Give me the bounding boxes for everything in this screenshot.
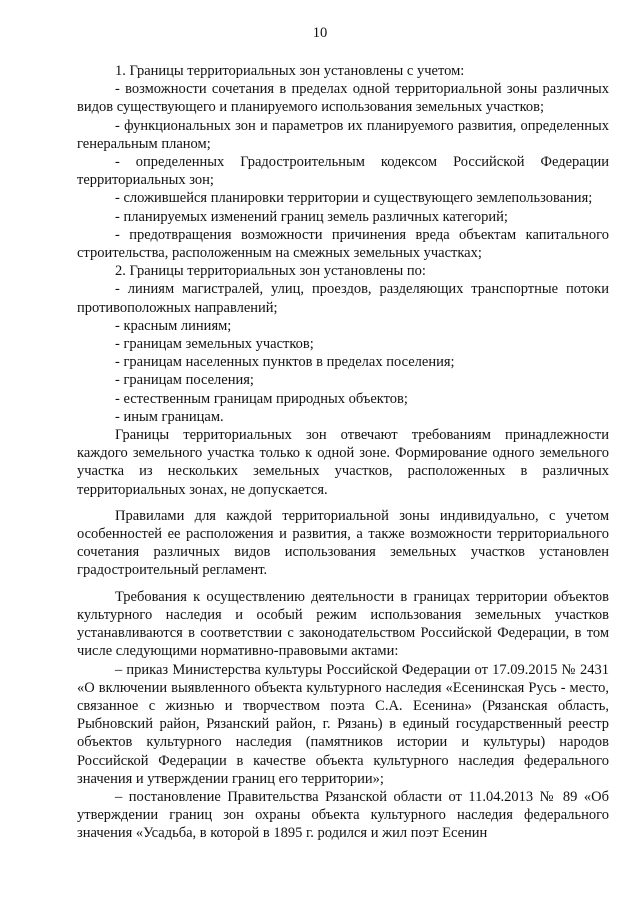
list-item: - функциональных зон и параметров их планируемого развития, определенных генеральным планом; (77, 117, 609, 152)
list-item: - возможности сочетания в пределах одной территориальной зоны различных видов существующего и планируемого использования земельных участков; (77, 81, 609, 116)
paragraph-urban-regulation: Правилами для каждой территориальной зоны индивидуально, с учетом особенностей ее расположения и развития, а также возможности территориального сочетания различных видов использования земельных участков установлен градостроительный регламент. (77, 507, 609, 579)
paragraph-cultural-heritage: Требования к осуществлению деятельности в границах территории объектов культурного наследия и особый режим использования земельных участков устанавливаются в соответствии с законодательством Российской Федерации, в том числе следующими нормативно-правовыми актами: (77, 588, 609, 660)
list-item: - планируемых изменений границ земель различных категорий; (115, 208, 508, 225)
list-item: - естественным границам природных объектов; (115, 390, 408, 407)
list-item: - границам земельных участков; (115, 336, 314, 353)
list-item: - определенных Градостроительным кодексом Российской Федерации территориальных зон; (77, 154, 609, 189)
list-item: - границам поселения; (115, 372, 254, 389)
list-item: - иным границам. (115, 408, 224, 425)
paragraph-zones-criteria-heading: 1. Границы территориальных зон установлены с учетом: (115, 63, 465, 79)
list-item: - предотвращения возможности причинения вреда объектам капитального строительства, расположенным на смежных земельных участках; (77, 226, 609, 262)
page-number: 10 (312, 25, 328, 41)
document-body (77, 62, 609, 843)
paragraph-single-zone-requirement: Границы территориальных зон отвечают требованиям принадлежности каждого земельного участка только к одной зоне. Формирование одного земельного участка из нескольких земельных участков, расположенных в различных территориальных зонах, не допускается. (77, 427, 609, 498)
list-item: - линиям магистралей, улиц, проездов, разделяющих транспортные потоки противоположных направлений; (77, 281, 609, 316)
list-item: - красным линиям; (115, 317, 232, 334)
list-item-government-resolution: – постановление Правительства Рязанской области от 11.04.2013 № 89 «Об утверждении границ зон охраны объекта культурного наследия федерального значения «Усадьба, в которой в 1895 г. родился и жил поэт Есенин (77, 788, 609, 842)
paragraph-zones-boundaries-heading: 2. Границы территориальных зон установлены по: (115, 263, 426, 280)
list-item: - сложившейся планировки территории и существующего землепользования; (115, 190, 593, 207)
list-item-ministry-order: – приказ Министерства культуры Российской Федерации от 17.09.2015 № 2431 «О включении выявленного объекта культурного наследия «Есенинская Русь - место, связанное с жизнью и творчеством поэта С.А. Есенина» (Рязанская область, Рыбновский район, Рязанский район, г. Рязань) в единый государственный реестр объектов культурного наследия (памятников истории и культуры) народов Российской Федерации в качестве объекта культурного наследия федерального значения и утверждении границ его территории»; (77, 661, 609, 787)
list-item: - границам населенных пунктов в пределах поселения; (115, 354, 455, 371)
